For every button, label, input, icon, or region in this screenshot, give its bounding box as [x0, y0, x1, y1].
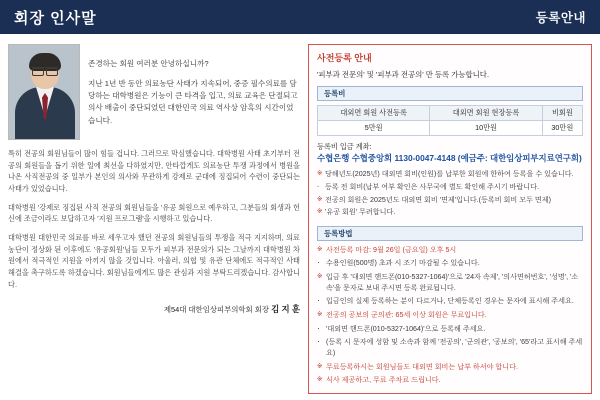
signature-block — [8, 303, 300, 315]
list-item — [317, 310, 583, 321]
signature-role: 제54대 대한임상피부의학회 회장 — [163, 305, 269, 315]
method-section-label: 등록방법 — [317, 226, 583, 241]
account-number: 수협은행 수협중앙회 1130-0047-4148 (예금주: 대한임상피부지료연구회) — [317, 153, 582, 164]
fee-cell-0: 5만원 — [318, 121, 430, 136]
account-info — [317, 141, 583, 165]
list-item: · (등록 시 문자에 성함 및 소속과 함께 '전공의', '군의관', '공보의', '65'라고 표시해 주세요) — [317, 337, 583, 358]
registration-title: 사전등록 안내 — [317, 53, 372, 63]
fee-header-1: 대외면 회원 현장등록 — [430, 106, 542, 121]
page-body — [0, 34, 600, 400]
list-item: ※ 입금 후 '대외면 핸드폰(010-5327-1064)'으로 '24자 속제', '의사면허번호', '성명', '소속'을 문자로 보내 주시면 등록 완료됩니다. — [317, 272, 583, 293]
registration-panel — [308, 44, 592, 394]
account-label: 등록비 입금 계좌: — [317, 142, 372, 152]
greeting-salutation: 존경하는 회원 여러분 안녕하십니까? — [88, 59, 209, 68]
list-item — [317, 375, 583, 386]
list-item: · 수용인원(500명) 초과 시 조기 마감될 수 있습니다. — [317, 258, 583, 269]
greeting-body — [8, 148, 300, 297]
list-item: · 입금인의 실제 등록하는 분이 다르거나, 단체등록인 경우는 문자에 표시해 주세요. — [317, 296, 583, 307]
list-item — [317, 245, 583, 256]
fee-header-2: 비회원 — [542, 106, 582, 121]
registration-guide-label: 등록안내 — [535, 11, 586, 25]
greeting-paragraph-2: 대학병원 '강제로 징집된 사직 전공의 회원님들을 '유공 회원으로 예우하고, 그분들의 회생과 헌신에 조금이라도 보답하고자 '지원 프로그램'을 시행하고 있습니다. — [8, 202, 300, 224]
greeting-section — [8, 44, 300, 394]
chairman-portrait-photo — [8, 44, 80, 140]
fee-notes-list — [317, 169, 583, 220]
registration-method-list — [317, 245, 583, 389]
list-item: ※ 당해년도(2025년) 대외면 회비(인원)를 납부한 회원에 한하여 등록을 수 있습니다. — [317, 169, 583, 180]
method-text-4: 전공의 공보의 군의관: 65세 이상 회원은 무료입니다. — [326, 311, 487, 320]
registration-lead: '피부과 전문의' 및 '피부과 전공의' 만 등록 가능합니다. — [317, 70, 489, 79]
fee-cell-1: 10만원 — [430, 121, 542, 136]
greeting-salutation-block — [88, 44, 300, 140]
greeting-paragraph-0: 지난 1년 반 동안 의료농단 사태가 지속되어, 중증 필수의료를 담당하는 대학병원은 기능이 큰 타격을 입고, 의료 교육은 단절되고 의사 배출이 중단되었던 대한민국 의료 역사상 암흑의 시간이었습니다. — [88, 79, 298, 125]
fee-table — [317, 105, 583, 136]
fee-header-0: 대외면 회원 사전등록 — [318, 106, 430, 121]
list-item — [317, 362, 583, 373]
table-header-row — [318, 106, 583, 121]
list-item: ※ 전공의 회원은 2025년도 대외면 회비 '면제'입니다.(등록비 회비 모두 면제) — [317, 195, 583, 206]
table-row — [318, 121, 583, 136]
page-title: 회장 인사말 — [14, 9, 97, 27]
greeting-header — [8, 44, 300, 140]
fee-cell-2: 30만원 — [542, 121, 582, 136]
list-item: · '대외면 핸드폰(010-5327-1064)'으로 등록해 주세요. — [317, 324, 583, 335]
greeting-paragraph-3: 대학병원 대한민국 의료를 바로 세우고자 했던 전공의 회원님들의 투쟁을 적극 지지하며, 의료농단이 정상화 된 이후에도 '유공회원'님들 모두가 피부과 전문의가 되는 그날까지 대학병원 차원에서 적극적인 지원을 아끼지 않을 것입니다. 아울러, 의협 및 유관 단체에도 적극적인 사태 해결을 촉구하도록 하겠습니다. 회원님들에게도 많은 관심과 지원 부탁드리겠습니다. 감사합니다. — [8, 232, 300, 289]
signature-name: 김 지 훈 — [271, 304, 300, 315]
method-text-0: 사전등록 마감: 9월 26일 (금요일) 오후 5시 — [326, 245, 457, 254]
list-item: - 등록 전 회비(납부 여부 확인은 사무국에 별도 확인해 주시기 바랍니다. — [317, 182, 583, 193]
method-text-8: 식사 제공하고, 무료 주차료 드립니다. — [326, 376, 441, 385]
list-item: ※ '유공 회원' 무려합니다. — [317, 207, 583, 218]
glasses-icon — [32, 67, 58, 74]
fee-section-label: 등록비 — [317, 86, 583, 101]
method-text-7: 무료등록하시는 회원님들도 대외면 회비는 납부 하셔야 합니다. — [326, 362, 518, 371]
page-header — [0, 0, 600, 34]
greeting-paragraph-1: 특히 전공의 회원님들이 많이 힘들 겁니다. 그러므로 막심했습니다. 대학병원 사태 초기부터 전공의 회원들을 돕기 위한 일에 최선을 다하였지만, 안타깝게도 의료농단 투쟁 과정에서 병원을 나온 사직전공의 중 일부가 본인의 의사와 무관하게 강제로 군대에 징집되어 수련이 중단되는 사태가 있었습니다. — [8, 149, 300, 193]
